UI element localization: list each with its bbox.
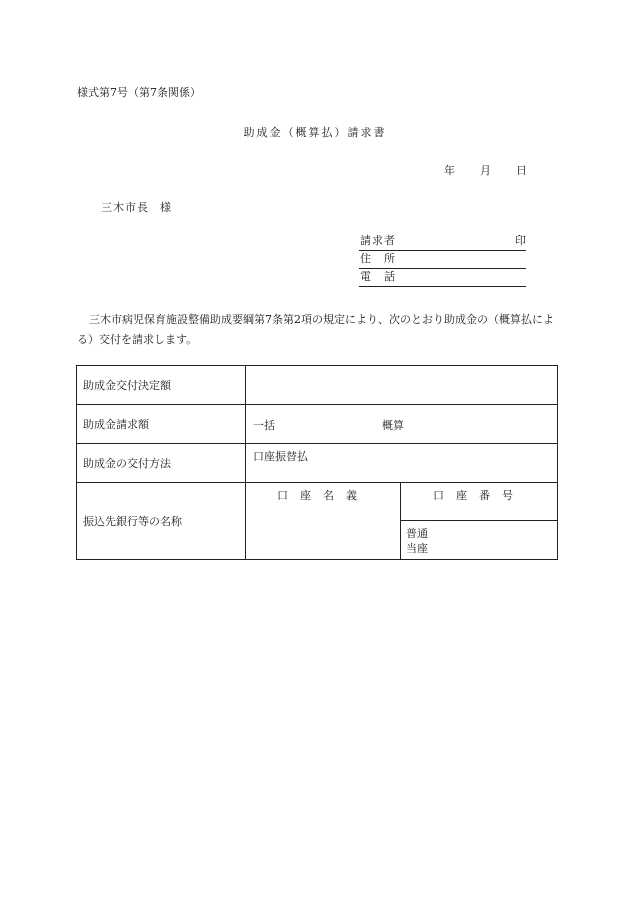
estimated-label: 概算 — [382, 419, 404, 432]
requester-line[interactable] — [359, 234, 526, 251]
table-row — [77, 405, 558, 444]
document-title: 助成金（概算払）請求書 — [243, 126, 387, 139]
payment-method-label: 助成金の交付方法 — [77, 444, 246, 483]
request-statement: 三木市病児保育施設整備助成要綱第7条第2項の規定により、次のとおり助成金の（概算払による）交付を請求します。 — [77, 313, 554, 346]
addressee-honorific: 様 — [160, 201, 172, 214]
decision-amount-label: 助成金交付決定額 — [77, 366, 246, 405]
account-type-current: 当座 — [406, 542, 428, 555]
phone-line[interactable] — [359, 270, 526, 287]
addressee-name: 三木市長 — [101, 201, 149, 214]
date-day-label: 日 — [516, 164, 527, 177]
request-table — [76, 365, 558, 560]
table-row — [77, 483, 558, 521]
payment-method-value[interactable]: 口座振替払 — [246, 444, 558, 483]
addressee — [101, 199, 172, 215]
account-type-cell[interactable] — [401, 521, 558, 560]
phone-label: 電 話 — [360, 270, 396, 283]
bank-name-label: 振込先銀行等の名称 — [77, 483, 246, 560]
address-line[interactable] — [359, 252, 526, 269]
address-label: 住 所 — [360, 252, 396, 265]
date-month-label: 月 — [480, 164, 491, 177]
table-row — [77, 366, 558, 405]
date-year-label: 年 — [444, 164, 455, 177]
lump-sum-label: 一括 — [253, 419, 275, 432]
account-number-header[interactable]: 口座番号 — [401, 483, 558, 521]
requester-label: 請求者 — [360, 234, 396, 247]
form-number: 様式第7号（第7条関係） — [77, 86, 201, 99]
account-name-header[interactable]: 口座名義 — [246, 483, 401, 560]
account-type-ordinary: 普通 — [406, 527, 428, 540]
decision-amount-field[interactable] — [246, 366, 558, 405]
seal-label: 印 — [515, 234, 526, 247]
request-amount-label: 助成金請求額 — [77, 405, 246, 444]
request-amount-field[interactable] — [246, 405, 558, 444]
table-row — [77, 444, 558, 483]
